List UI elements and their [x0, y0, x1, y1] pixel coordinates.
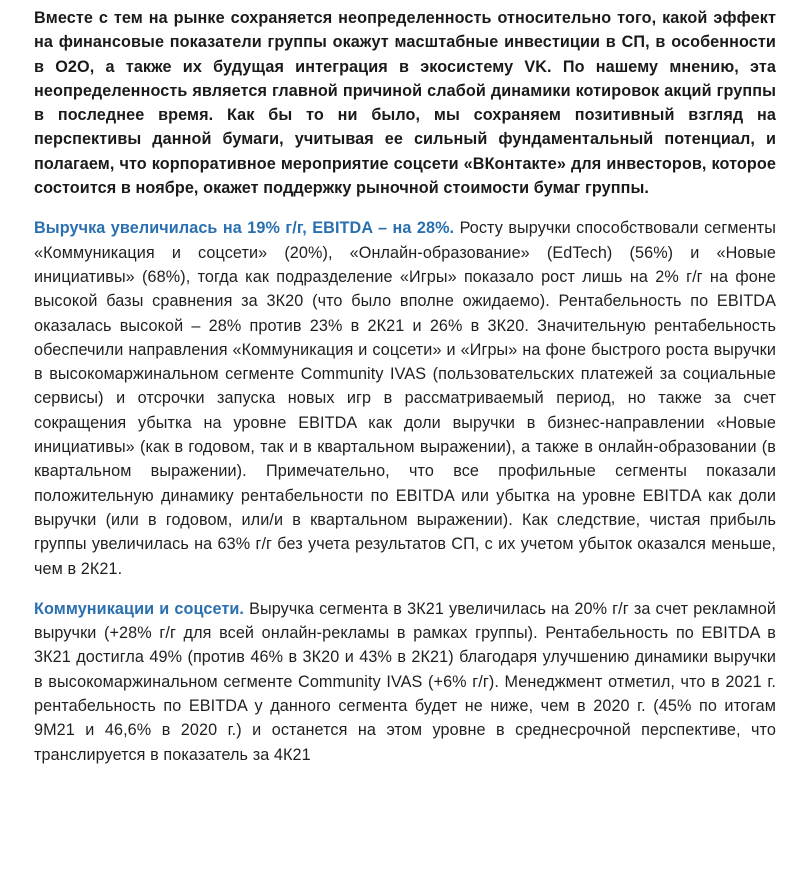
- communications-paragraph: [34, 597, 776, 767]
- intro-paragraph: Вместе с тем на рынке сохраняется неопределенность относительно того, какой эффект на финансовые показатели группы окажут масштабные инвестиции в СП, в особенности в O2O, а также их будущая интеграция в экосистему VK. По нашему мнению, эта неопределенность является главной причиной слабой динамики котировок акций группы в последнее время. Как бы то ни было, мы сохраняем позитивный взгляд на перспективы данной бумаги, учитывая ее сильный фундаментальный потенциал, и полагаем, что корпоративное мероприятие соцсети «ВКонтакте» для инвесторов, которое состоится в ноябре, окажет поддержку рыночной стоимости бумаг группы.: [34, 9, 776, 198]
- document-page: [34, 6, 776, 767]
- revenue-body: Росту выручки способствовали сегменты «Коммуникация и соцсети» (20%), «Онлайн-образование» (EdTech) (56%) и «Новые инициативы» (68%), тогда как подразделение «Игры» показало рост лишь на 2% г/г на фоне высокой базы сравнения за 3К20 (что было вполне ожидаемо). Рентабельность по EBITDA оказалась высокой – 28% против 23% в 2К21 и 26% в 3К20. Значительную рентабельность обеспечили направления «Коммуникация и соцсети» и «Игры» на фоне быстрого роста выручки в высокомаржинальном сегменте Community IVAS (пользовательских платежей за социальные сервисы) и отсрочки запуска новых игр в рассматриваемый период, но также за счет сокращения убытка на уровне EBITDA как доли выручки в бизнес-направлении «Новые инициативы» (как в годовом, так и в квартальном выражении), а также в онлайн-образовании (в квартальном выражении). Примечательно, что все профильные сегменты показали положительную динамику рентабельности по EBITDA или убытка на уровне EBITDA как доли выручки (или в годовом, или/и в квартальном выражении). Как следствие, чистая прибыль группы увеличилась на 63% г/г без учета результатов СП, с их учетом убыток оказался меньше, чем в 2К21.: [34, 219, 776, 578]
- revenue-heading: Выручка увеличилась на 19% г/г, EBITDA – на 28%.: [34, 219, 455, 238]
- communications-body: Выручка сегмента в 3К21 увеличилась на 20% г/г за счет рекламной выручки (+28% г/г для всей онлайн-рекламы в рамках группы). Рентабельность по EBITDA в 3К21 достигла 49% (против 46% в 3К20 и 43% в 2К21) благодаря улучшению динамики выручки в высокомаржинальном сегменте Community IVAS (+6% г/г). Менеджмент отметил, что в 2021 г. рентабельность по EBITDA у данного сегмента будет не ниже, чем в 2020 г. (45% по итогам 9М21 и 46,6% в 2020 г.) и останется на этом уровне в среднесрочной перспективе, что транслируется в показатель за 4К21: [34, 599, 777, 764]
- communications-heading: Коммуникации и соцсети.: [34, 599, 245, 618]
- revenue-paragraph: [34, 216, 776, 580]
